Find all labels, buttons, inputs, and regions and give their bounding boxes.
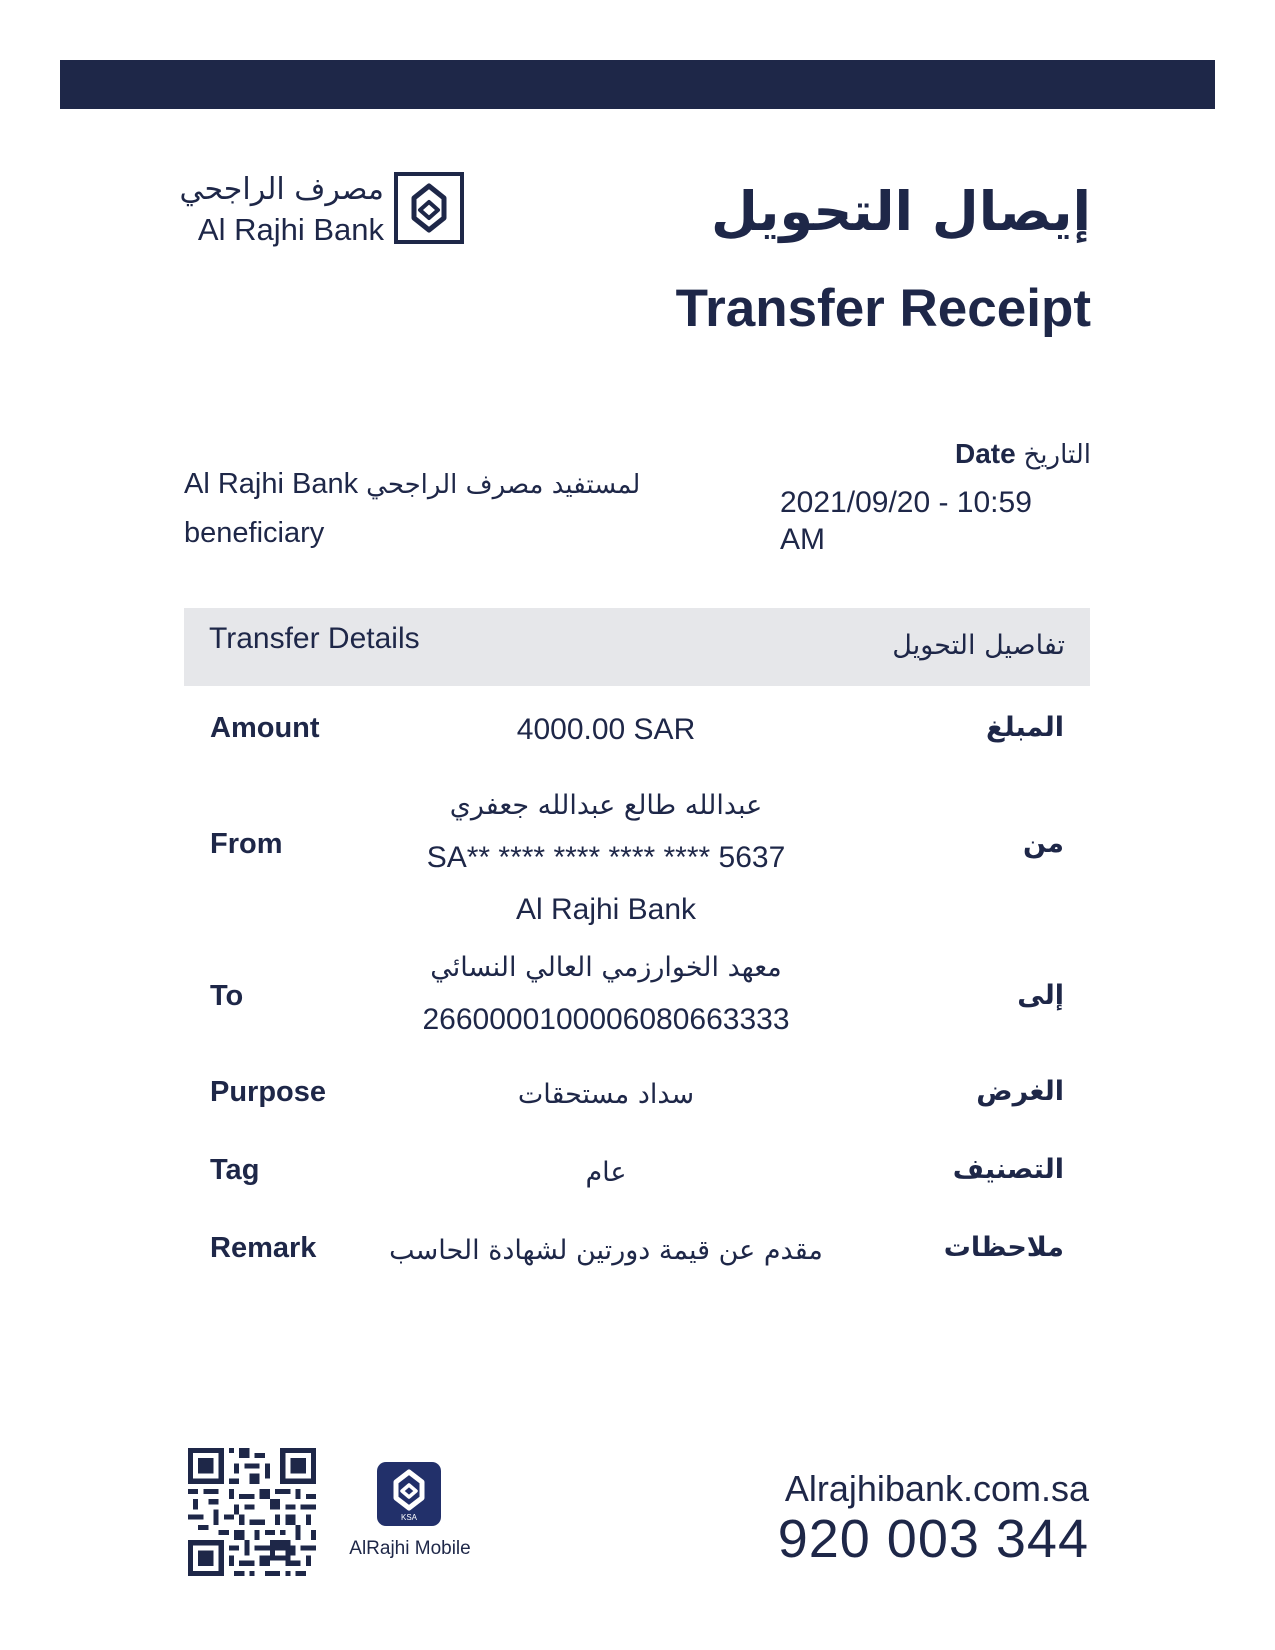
tag-label-ar: التصنيف xyxy=(952,1154,1064,1185)
to-value xyxy=(384,942,828,1046)
header-bar xyxy=(60,60,1215,109)
tag-label-en: Tag xyxy=(210,1154,260,1186)
transfer-details-title-en: Transfer Details xyxy=(209,622,420,655)
amount-value: 4000.00 SAR xyxy=(516,713,696,746)
bank-phone[interactable]: 920 003 344 xyxy=(777,1509,1089,1569)
amount-label-ar: المبلغ xyxy=(986,712,1064,743)
bank-name-ar: مصرف الراجحي xyxy=(179,172,384,207)
remark-label-en: Remark xyxy=(210,1232,317,1264)
purpose-value xyxy=(384,1068,828,1121)
alrajhi-mobile-app-icon xyxy=(377,1462,441,1526)
app-badge-text: KSA xyxy=(400,1513,418,1522)
bank-website[interactable]: Alrajhibank.com.sa xyxy=(784,1468,1089,1509)
receipt-title-ar: إيصال التحويل xyxy=(710,180,1091,243)
transfer-details-title-ar: تفاصيل التحويل xyxy=(892,630,1065,661)
detail-row-to xyxy=(184,942,1090,1046)
qr-code-icon xyxy=(188,1448,316,1576)
date-value: 2021/09/20 - 10:59 AM xyxy=(780,486,1032,556)
tag-value xyxy=(384,1146,828,1199)
detail-row-tag xyxy=(184,1150,1090,1200)
al-rajhi-bank-logo-icon xyxy=(394,172,464,244)
receipt-title-en: Transfer Receipt xyxy=(675,279,1091,338)
to-label-ar: إلى xyxy=(1017,980,1064,1011)
purpose-text: سداد مستحقات xyxy=(517,1079,695,1110)
alrajhi-mobile-app[interactable] xyxy=(342,1462,478,1562)
beneficiary-en: Al Rajhi Bank xyxy=(184,468,359,500)
to-name: معهد الخوارزمي العالي النسائي xyxy=(430,952,782,983)
remark-text: مقدم عن قيمة دورتين لشهادة الحاسب xyxy=(389,1235,823,1266)
from-account: SA** **** **** **** **** 5637 xyxy=(426,841,786,874)
date-label-ar: التاريخ xyxy=(1023,440,1091,470)
amount-label-en: Amount xyxy=(210,712,320,744)
detail-row-remark xyxy=(184,1228,1090,1278)
date-label-en: Date xyxy=(955,438,1016,469)
detail-row-from xyxy=(184,780,1090,926)
beneficiary-ar: لمستفيد مصرف الراجحي xyxy=(366,470,641,500)
transfer-details-header xyxy=(184,608,1090,686)
to-label-en: To xyxy=(210,980,244,1012)
detail-row-purpose xyxy=(184,1072,1090,1122)
purpose-label-en: Purpose xyxy=(210,1076,327,1108)
app-label: AlRajhi Mobile xyxy=(349,1538,471,1559)
to-account: 2660000100006080663333 xyxy=(422,1003,790,1036)
remark-label-ar: ملاحظات xyxy=(943,1232,1064,1263)
from-label-en: From xyxy=(210,828,283,860)
purpose-label-ar: الغرض xyxy=(976,1076,1064,1107)
beneficiary-suffix: beneficiary xyxy=(184,517,325,549)
date-label xyxy=(955,438,1091,470)
from-label-ar: من xyxy=(1022,828,1064,859)
detail-row-amount xyxy=(184,708,1090,758)
from-bank: Al Rajhi Bank xyxy=(515,893,697,926)
beneficiary-info xyxy=(184,460,654,557)
from-value xyxy=(384,780,828,936)
remark-value xyxy=(384,1224,828,1277)
from-name: عبدالله طالع عبدالله جعفري xyxy=(449,790,763,821)
tag-text: عام xyxy=(585,1157,627,1188)
bank-name-en: Al Rajhi Bank xyxy=(197,212,384,247)
